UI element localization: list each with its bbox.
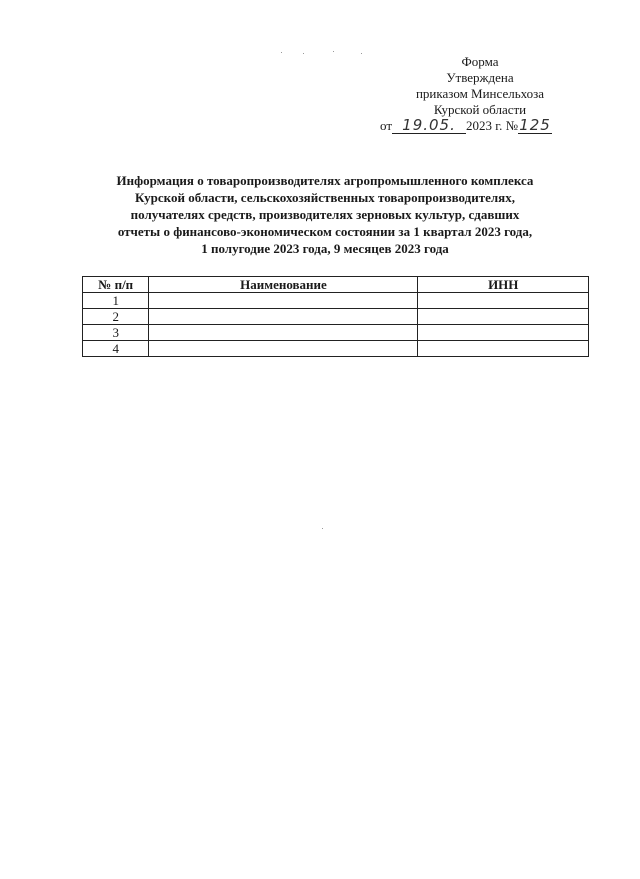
title-line: получателях средств, производителях зерновых культур, сдавших [130, 207, 520, 222]
title-line: отчеты о финансово-экономическом состоянии за 1 квартал 2023 года, [117, 224, 533, 239]
document-title [70, 172, 580, 257]
table-header-row [83, 277, 589, 293]
inn-cell [418, 341, 589, 357]
row-number-cell: 1 [83, 293, 149, 309]
table-row [83, 341, 589, 357]
header-inn: ИНН [418, 277, 589, 293]
row-number-cell: 4 [83, 341, 149, 357]
table-row [83, 325, 589, 341]
producers-table [82, 276, 589, 357]
handwritten-date: 19.05. [392, 118, 466, 134]
order-label: приказом Минсельхоза [415, 86, 545, 101]
name-cell [149, 309, 418, 325]
name-cell [149, 325, 418, 341]
name-cell [149, 341, 418, 357]
scan-speck [303, 53, 304, 54]
table-row [83, 309, 589, 325]
handwritten-order-number: 125 [519, 116, 551, 134]
form-label: Форма [461, 54, 499, 69]
title-line: Курской области, сельскохозяйственных товаропроизводителях, [135, 190, 515, 205]
title-line: Информация о товаропроизводителях агропромышленного комплекса [116, 173, 534, 188]
region-label: Курской области [433, 102, 527, 117]
approved-label: Утверждена [446, 70, 514, 85]
order-date-line [380, 118, 580, 134]
scan-speck [361, 53, 362, 54]
header-number: № п/п [83, 277, 149, 293]
scan-speck [333, 51, 334, 52]
year-text: 2023 г. № [466, 118, 519, 133]
name-cell [149, 293, 418, 309]
inn-cell [418, 293, 589, 309]
header-name: Наименование [149, 277, 418, 293]
approval-block [380, 54, 580, 134]
scan-speck [281, 52, 282, 53]
title-line: 1 полугодие 2023 года, 9 месяцев 2023 года [201, 241, 449, 256]
inn-cell [418, 309, 589, 325]
scan-speck [322, 528, 323, 529]
row-number-cell: 3 [83, 325, 149, 341]
table-row [83, 293, 589, 309]
inn-cell [418, 325, 589, 341]
from-prefix: от [380, 118, 393, 133]
row-number-cell: 2 [83, 309, 149, 325]
